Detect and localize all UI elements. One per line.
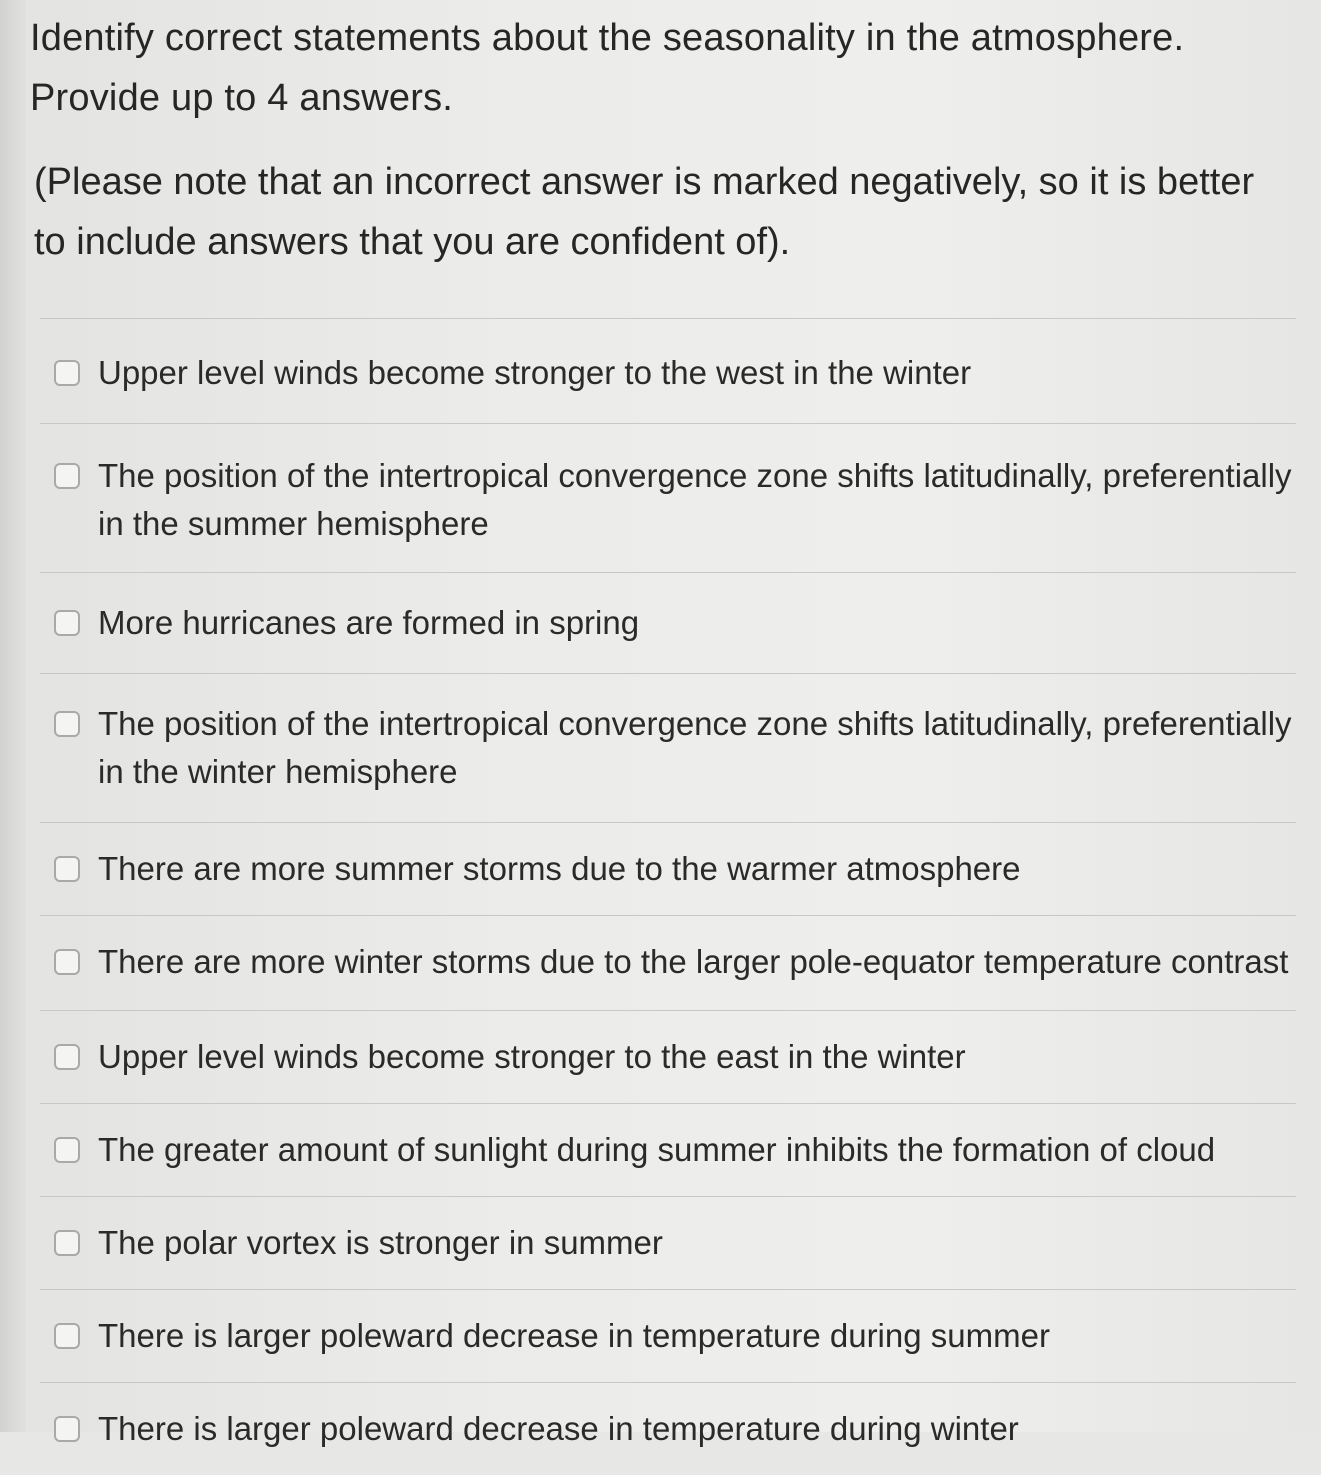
option-8[interactable]	[40, 1104, 1296, 1196]
option-label: There are more winter storms due to the larger pole-equator temperature contrast	[98, 943, 1289, 980]
question-line-2: Provide up to 4 answers.	[30, 77, 454, 119]
checkbox-icon[interactable]	[54, 856, 80, 882]
option-label: The polar vortex is stronger in summer	[98, 1224, 663, 1261]
option-label: There are more summer storms due to the warmer atmosphere	[98, 850, 1021, 887]
option-11[interactable]	[40, 1383, 1296, 1475]
option-5[interactable]	[40, 823, 1296, 915]
option-label: The greater amount of sunlight during summer inhibits the formation of cloud	[98, 1131, 1216, 1168]
checkbox-icon[interactable]	[54, 610, 80, 636]
option-6[interactable]	[40, 916, 1296, 1010]
checkbox-icon[interactable]	[54, 360, 80, 386]
option-2[interactable]	[40, 424, 1296, 572]
question-line-1: Identify correct statements about the seasonality in the atmosphere.	[30, 17, 1185, 59]
option-9[interactable]	[40, 1197, 1296, 1289]
checkbox-icon[interactable]	[54, 1137, 80, 1163]
option-7[interactable]	[40, 1011, 1296, 1103]
option-10[interactable]	[40, 1290, 1296, 1382]
left-edge	[0, 0, 26, 1432]
answer-options	[40, 318, 1296, 1475]
checkbox-icon[interactable]	[54, 1044, 80, 1070]
option-1[interactable]	[40, 319, 1296, 423]
checkbox-icon[interactable]	[54, 1323, 80, 1349]
option-label: More hurricanes are formed in spring	[98, 604, 640, 641]
option-4[interactable]	[40, 674, 1296, 822]
checkbox-icon[interactable]	[54, 1230, 80, 1256]
checkbox-icon[interactable]	[54, 463, 80, 489]
question-note: (Please note that an incorrect answer is marked negatively, so it is better to include answers that you are confident of).	[34, 161, 1255, 263]
option-label: The position of the intertropical convergence zone shifts latitudinally, preferentially in the summer hemisphere	[98, 457, 1292, 542]
question-text	[30, 8, 1290, 128]
option-3[interactable]	[40, 573, 1296, 673]
option-label: Upper level winds become stronger to the west in the winter	[98, 354, 972, 391]
checkbox-icon[interactable]	[54, 711, 80, 737]
checkbox-icon[interactable]	[54, 1416, 80, 1442]
option-label: There is larger poleward decrease in temperature during summer	[98, 1317, 1050, 1354]
option-label: Upper level winds become stronger to the east in the winter	[98, 1038, 966, 1075]
option-label: The position of the intertropical convergence zone shifts latitudinally, preferentially in the winter hemisphere	[98, 705, 1292, 790]
checkbox-icon[interactable]	[54, 949, 80, 975]
option-label: There is larger poleward decrease in temperature during winter	[98, 1410, 1019, 1447]
